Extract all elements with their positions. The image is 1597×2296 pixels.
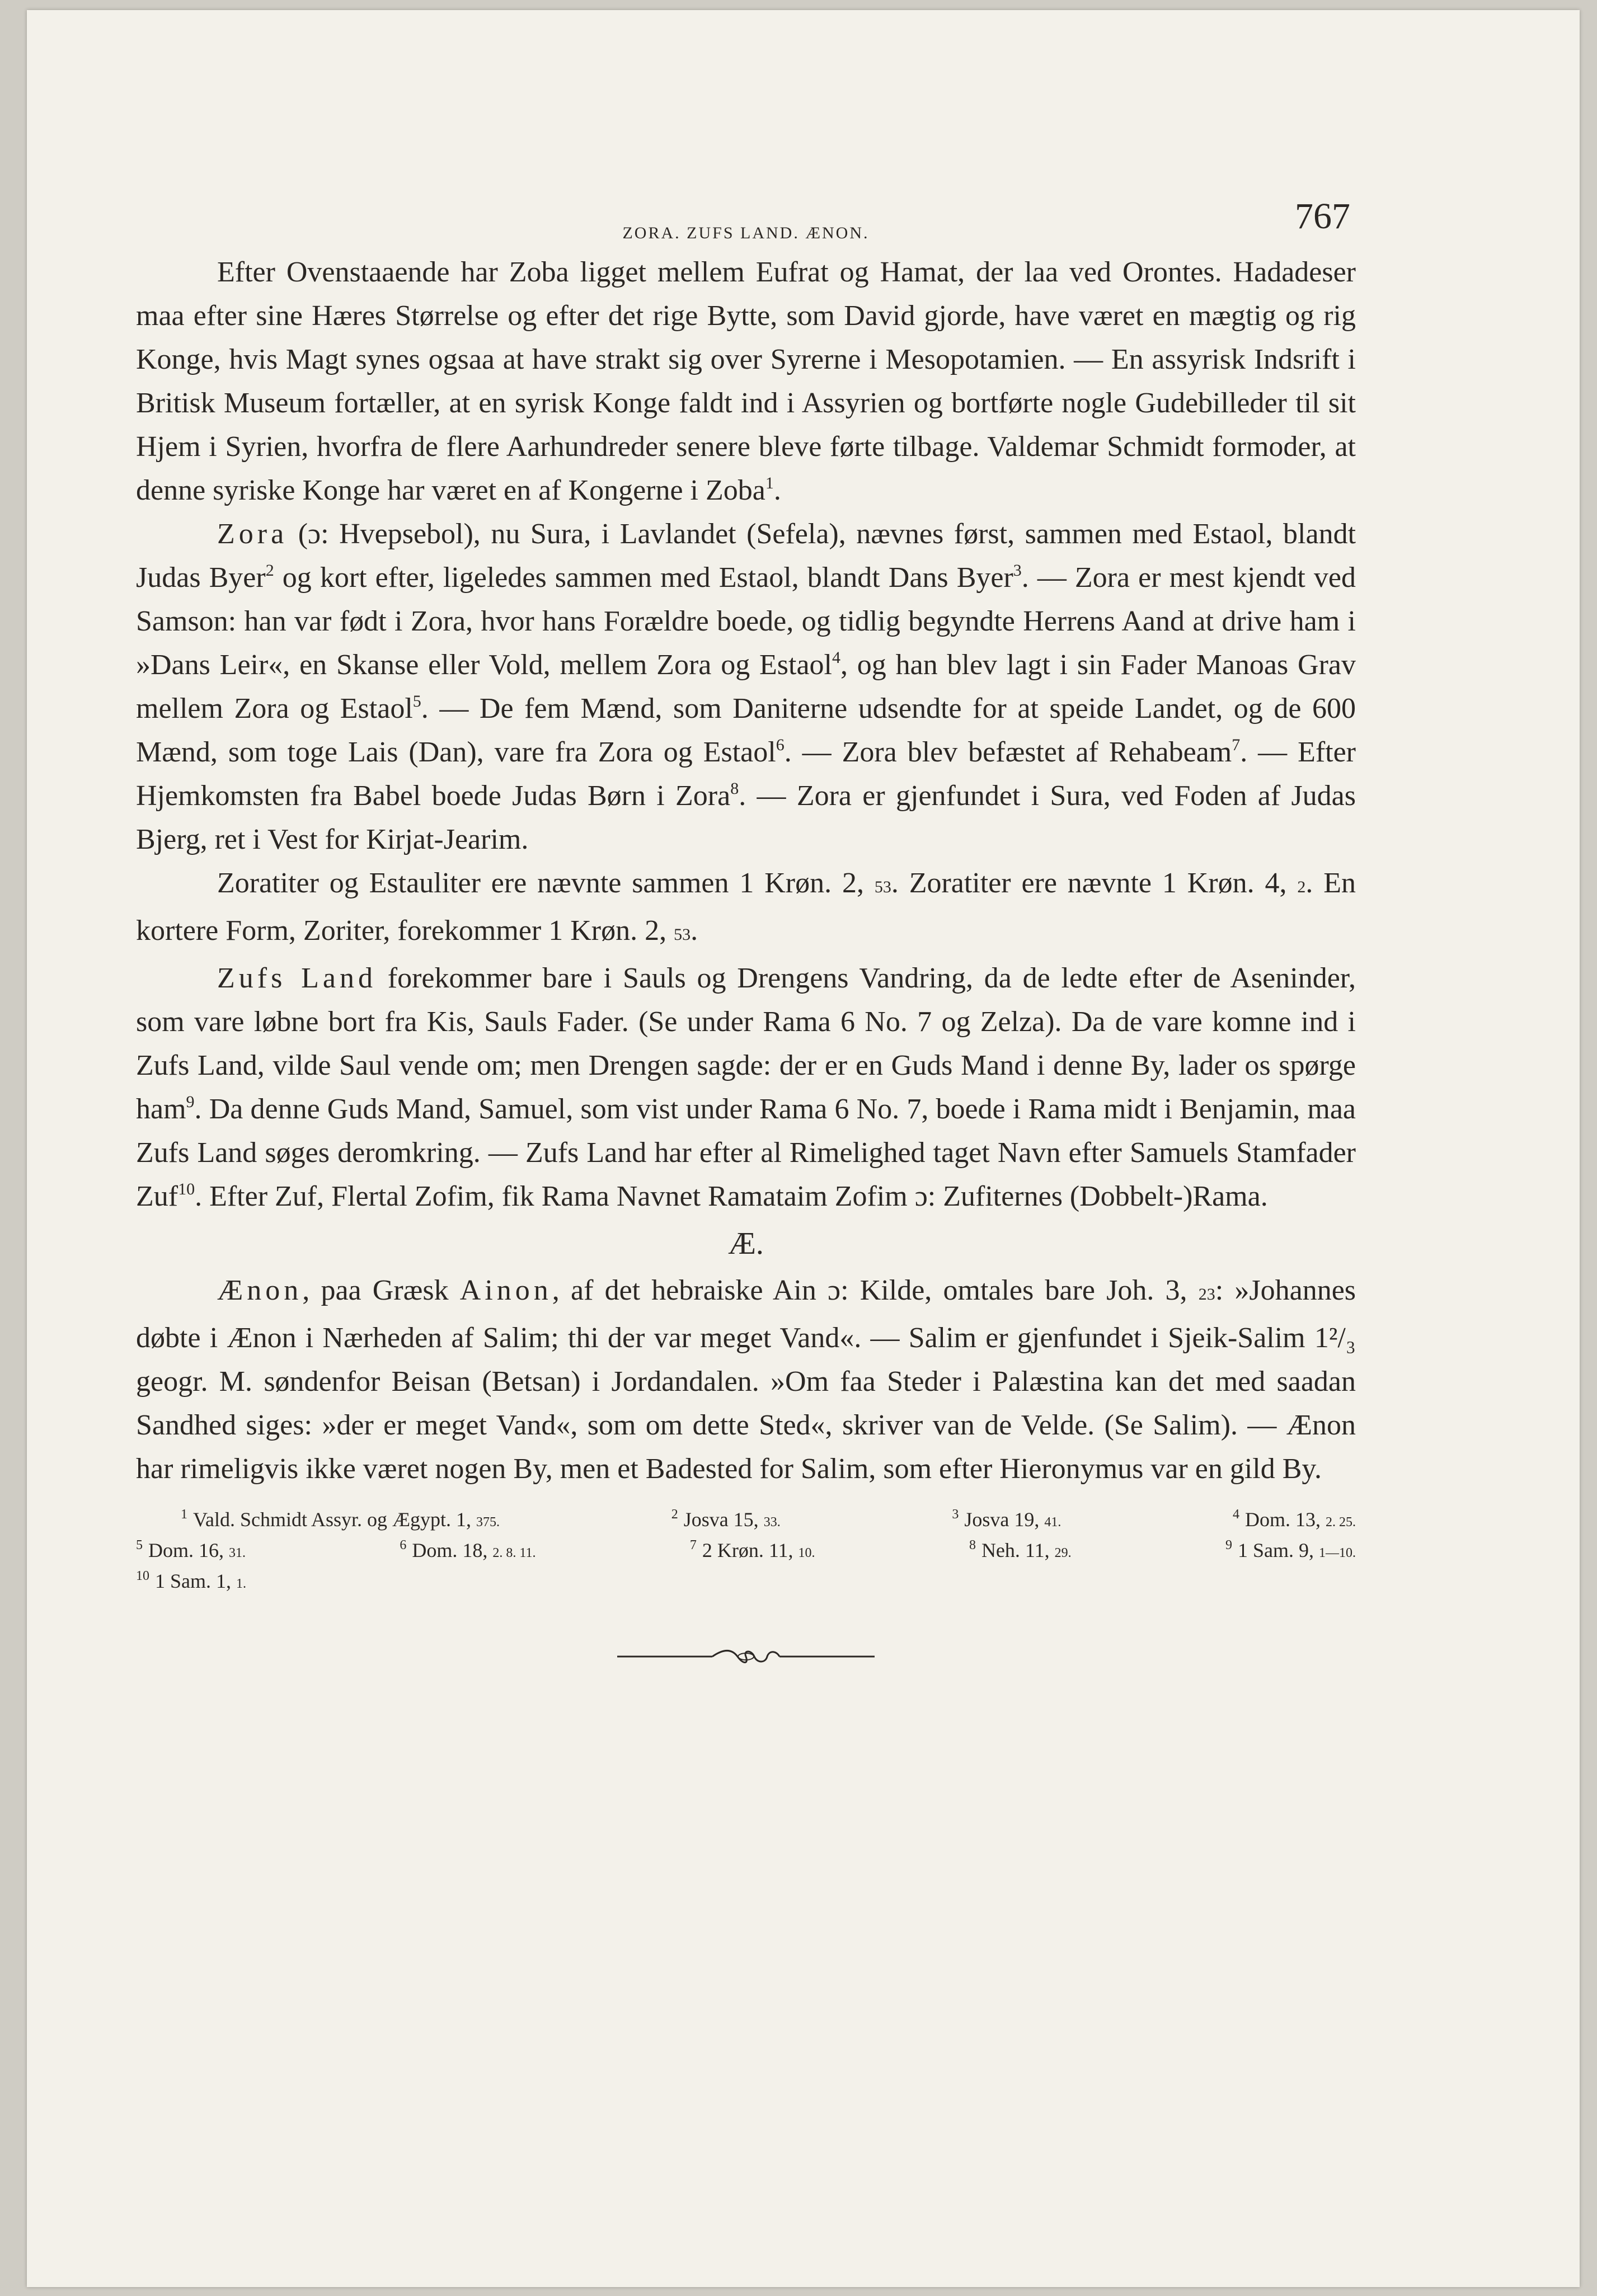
footnote-number: 1 [181,1507,187,1522]
footnote-number: 8 [969,1538,976,1552]
footnote-ref: 5 [412,692,421,711]
footnotes [136,1505,1356,1598]
section-heading: Æ. [728,1226,764,1261]
paragraph-text: Zoratiter og Estauliter ere nævnte sammen 1 Krøn. 2, [217,867,864,899]
footnote-verse: 1—10. [1318,1546,1356,1560]
footnote-7 [690,1536,815,1567]
footnote-text: Dom. 18, [412,1539,488,1561]
footnote-number: 3 [952,1507,959,1522]
footnote-number: 2 [671,1507,678,1522]
paragraph-aenon [136,1269,1356,1491]
footnote-line [136,1536,1356,1567]
footnote-verse: 41. [1044,1515,1061,1530]
footnote-text: Josva 15, [683,1508,759,1531]
footnote-verse: 1. [236,1577,247,1591]
paragraph-text: . [691,915,698,947]
headword-zufs-land: Zufs Land [217,962,377,994]
footnote-8 [969,1536,1072,1567]
footnote-ref: 4 [832,648,840,667]
text-block [136,189,1356,1681]
paragraph-text: . Da denne Guds Mand, Samuel, som vist under Rama 6 No. 7, boede i Rama midt i Benjamin, maa Zufs Land søges deromkring. — Zufs Land har efter al Rimelighed taget Navn efter Samuels Stamfader Zuf [136,1093,1356,1212]
footnote-text: Dom. 16, [148,1539,224,1561]
footnote-number: 5 [136,1538,143,1552]
paragraph-text: og kort efter, ligeledes sammen med Estaol, blandt Dans Byer [282,562,1013,594]
page-sheet [27,10,1580,2287]
footnote-number: 4 [1232,1507,1239,1522]
footnote-verse: 31. [229,1546,246,1560]
paragraph-zoratiter [136,862,1356,957]
footnote-verse: 33. [763,1515,781,1530]
footnote-text: Dom. 13, [1244,1508,1321,1531]
paragraph-text: , paa Græsk [302,1274,449,1306]
footnote-text: Vald. Schmidt Assyr. og Ægypt. 1, [193,1508,472,1531]
footnote-6 [400,1536,536,1567]
verse-ref: 23 [1198,1285,1215,1304]
footnote-verse: 2. 25. [1325,1515,1356,1530]
footnote-9 [1225,1536,1356,1567]
footnote-ref: 2 [265,561,274,580]
footnote-number: 6 [400,1538,407,1552]
footnote-ref: 10 [178,1180,195,1198]
paragraph-text: : »Johannes døbte i Ænon i Nærheden af Salim; thi der var meget Vand«. — Salim er gjenfundet i Sjeik-Salim 1²/₃ geogr. M. søndenfor Beisan (Betsan) i Jordandalen. »Om faa Steder i Palæstina kan det med saadan Sandhed siges: »der er meget Vand«, som om dette Sted«, skriver van de Velde. (Se Salim). — Ænon har rimeligvis ikke været nogen By, men et Badested for Salim, som efter Hieronymus var en gild By. [136,1274,1356,1485]
footnote-3 [952,1505,1061,1536]
footnote-2 [671,1505,781,1536]
footnote-ref: 3 [1013,561,1022,580]
footnote-ref: 8 [730,779,739,798]
running-head [136,189,1356,251]
footnote-number: 10 [136,1569,149,1583]
verse-ref: 53 [674,925,691,944]
verse-ref: 2 [1297,878,1306,896]
footnote-text: 1 Sam. 1, [155,1570,232,1592]
paragraph-zoba [136,251,1356,512]
footnote-5 [136,1536,246,1567]
footnote-text: 2 Krøn. 11, [702,1539,793,1561]
footnote-number: 9 [1225,1538,1232,1552]
page-number: 767 [1295,196,1350,237]
footnote-ref: 7 [1232,736,1241,754]
headword-aenon: Ænon [217,1274,303,1306]
paragraph-text: forekommer bare i Sauls og Drengens Vandring, da de ledte efter de Aseninder, som vare løbne bort fra Kis, Sauls Fader. (Se under Rama 6 No. 7 og Zelza). Da de vare komne ind i Zufs Land, vilde Saul vende om; men Drengen sagde: der er en Guds Mand i denne By, lader os spørge ham [136,962,1356,1125]
paragraph-zora [136,512,1356,862]
ornament [136,1637,1356,1681]
paragraph-text: , og han blev lagt i sin Fader Manoas Grav mellem Zora og Estaol [136,649,1356,724]
paragraph-text: . — De fem Mænd, som Daniterne udsendte for at speide Landet, og de 600 Mænd, som toge Lais (Dan), vare fra Zora og Estaol [136,693,1356,768]
paragraph-text: . Zoratiter ere nævnte 1 Krøn. 4, [891,867,1287,899]
decorative-rule-icon [617,1645,875,1668]
footnote-number: 7 [689,1538,697,1552]
footnote-ref: 6 [776,736,785,754]
paragraph-zufs-land [136,957,1356,1218]
footnote-ref: 1 [765,474,774,492]
paragraph-text: (ɔ: Hvepsebol), nu Sura, i Lavlandet (Sefela), nævnes først, sammen med Estaol, blandt Judas Byer [136,518,1356,594]
footnote-verse: 2. 8. 11. [492,1546,536,1560]
headword-zora: Zora [217,518,288,550]
paragraph-text: . — Zora er mest kjendt ved Samson: han var født i Zora, hvor hans Forældre boede, og tidlig begyndte Herrens Aand at drive ham i »Dans Leir«, en Skanse eller Vold, mellem Zora og Estaol [136,562,1356,681]
footnote-line [181,1505,1356,1536]
paragraph-text: Efter Ovenstaaende har Zoba ligget mellem Eufrat og Hamat, der laa ved Orontes. Hadadeser maa efter sine Hæres Størrelse og efter det rige Bytte, som David gjorde, have været en mægtig og rig Konge, hvis Magt synes ogsaa at have strakt sig over Syrerne i Mesopotamien. — En assyrisk Indsrift i Britisk Museum fortæller, at en syrisk Konge faldt ind i Assyrien og bortførte nogle Gudebilleder til sit Hjem i Syrien, hvorfra de flere Aarhundreder senere bleve førte tilbage. Valdemar Schmidt formoder, at denne syriske Konge har været en af Kongerne i Zoba [136,256,1356,506]
footnote-ref: 9 [186,1093,195,1111]
footnote-10 [136,1567,246,1598]
verse-ref: 53 [874,878,891,896]
footnote-verse: 375. [476,1515,500,1530]
headword-ainon: Ainon [459,1274,552,1306]
paragraph-text: , af det hebraiske Ain ɔ: Kilde, omtales bare Joh. 3, [552,1274,1187,1306]
footnote-1 [181,1505,500,1536]
footnote-verse: 10. [798,1546,815,1560]
paragraph-text: . En kortere Form, Zoriter, forekommer 1 Krøn. 2, [136,867,1356,947]
footnote-text: Neh. 11, [981,1539,1050,1561]
running-head-title: ZORA. ZUFS LAND. ÆNON. [622,224,870,242]
paragraph-text: . — Zora er gjenfundet i Sura, ved Foden af Judas Bjerg, ret i Vest for Kirjat-Jearim. [136,780,1356,855]
paragraph-text: . — Efter Hjemkomsten fra Babel boede Judas Børn i Zora [136,736,1356,812]
paragraph-end: . [773,474,781,506]
footnote-line [136,1567,1356,1598]
footnote-verse: 29. [1054,1546,1072,1560]
footnote-text: 1 Sam. 9, [1237,1539,1314,1561]
footnote-text: Josva 19, [964,1508,1040,1531]
paragraph-text: . Efter Zuf, Flertal Zofim, fik Rama Navnet Ramataim Zofim ɔ: Zufiternes (Dobbelt-)Rama. [195,1180,1268,1212]
paragraph-text: . — Zora blev befæstet af Rehabeam [784,736,1232,768]
footnote-4 [1233,1505,1356,1536]
